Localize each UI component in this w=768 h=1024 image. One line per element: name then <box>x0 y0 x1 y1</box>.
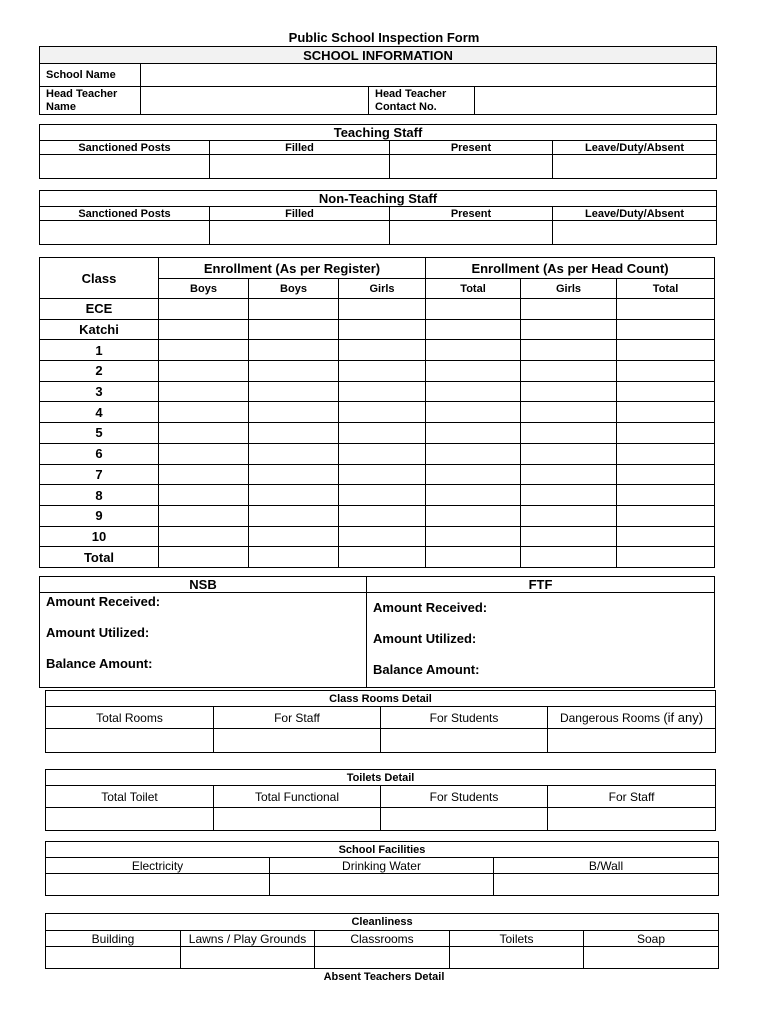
soap-field[interactable] <box>584 947 719 969</box>
enrollment-row <box>40 319 715 340</box>
enrollment-cell[interactable] <box>617 423 715 444</box>
head-teacher-contact-field[interactable] <box>475 87 717 115</box>
total-functional-header: Total Functional <box>214 786 381 808</box>
head-teacher-name-label: Head Teacher Name <box>40 87 141 115</box>
enrollment-cell[interactable] <box>159 443 249 464</box>
enrollment-cell[interactable] <box>426 361 521 382</box>
enrollment-cell[interactable] <box>521 423 617 444</box>
enrollment-cell[interactable] <box>426 340 521 361</box>
toilets-for-staff-header: For Staff <box>548 786 716 808</box>
non-teaching-sanctioned-field[interactable] <box>40 221 210 245</box>
enrollment-cell[interactable] <box>159 505 249 526</box>
enrollment-row <box>40 381 715 402</box>
enrollment-cell[interactable] <box>249 547 339 568</box>
funds-table <box>39 576 715 688</box>
enrollment-cell[interactable] <box>426 505 521 526</box>
non-teaching-present-field[interactable] <box>390 221 553 245</box>
enrollment-cell[interactable] <box>426 485 521 506</box>
enrollment-cell[interactable] <box>521 505 617 526</box>
enrollment-cell[interactable] <box>521 340 617 361</box>
enrollment-cell[interactable] <box>617 381 715 402</box>
non-teaching-staff-table <box>39 190 717 245</box>
classrooms-header: Classrooms <box>315 931 450 947</box>
rooms-for-staff-header: For Staff <box>214 707 381 729</box>
enrollment-cell[interactable] <box>249 526 339 547</box>
enrollment-row <box>40 299 715 320</box>
total-toilet-header: Total Toilet <box>46 786 214 808</box>
headcount-total-header: Total <box>426 279 521 299</box>
enrollment-cell[interactable] <box>159 381 249 402</box>
enrollment-cell[interactable] <box>159 423 249 444</box>
teaching-present-header: Present <box>390 141 553 155</box>
school-information-heading: SCHOOL INFORMATION <box>40 47 717 64</box>
total-rooms-header: Total Rooms <box>46 707 214 729</box>
school-facilities-table <box>45 841 719 896</box>
enrollment-cell[interactable] <box>159 319 249 340</box>
enrollment-cell[interactable] <box>159 464 249 485</box>
enrollment-cell[interactable] <box>249 505 339 526</box>
ftf-heading: FTF <box>367 577 715 593</box>
boundary-wall-header: B/Wall <box>494 858 719 874</box>
enrollment-row <box>40 547 715 568</box>
enrollment-cell[interactable] <box>617 402 715 423</box>
enrollment-cell[interactable] <box>339 547 426 568</box>
class-label: 7 <box>40 464 159 485</box>
enrollment-cell[interactable] <box>339 319 426 340</box>
enrollment-cell[interactable] <box>339 464 426 485</box>
enrollment-cell[interactable] <box>617 299 715 320</box>
enrollment-cell[interactable] <box>249 381 339 402</box>
school-name-field[interactable] <box>141 64 717 87</box>
enrollment-cell[interactable] <box>521 464 617 485</box>
head-teacher-contact-label: Head Teacher Contact No. <box>369 87 475 115</box>
enrollment-cell[interactable] <box>426 402 521 423</box>
nsb-heading: NSB <box>40 577 367 593</box>
boundary-wall-field[interactable] <box>494 874 719 896</box>
class-label: 3 <box>40 381 159 402</box>
class-label: 6 <box>40 443 159 464</box>
enrollment-cell[interactable] <box>249 402 339 423</box>
enrollment-cell[interactable] <box>249 423 339 444</box>
enrollment-headcount-heading: Enrollment (As per Head Count) <box>426 258 715 279</box>
enrollment-row <box>40 505 715 526</box>
total-functional-field[interactable] <box>214 808 381 831</box>
enrollment-table <box>39 257 715 568</box>
enrollment-row <box>40 423 715 444</box>
rooms-for-students-field[interactable] <box>381 729 548 753</box>
drinking-water-field[interactable] <box>270 874 494 896</box>
non-teaching-filled-field[interactable] <box>210 221 390 245</box>
ftf-amount-received: Amount Received: <box>373 600 488 615</box>
absent-teachers-heading: Absent Teachers Detail <box>323 971 445 983</box>
enrollment-cell[interactable] <box>521 547 617 568</box>
class-rooms-table <box>45 690 716 753</box>
building-field[interactable] <box>46 947 181 969</box>
classrooms-field[interactable] <box>315 947 450 969</box>
ftf-balance-amount: Balance Amount: <box>373 662 480 677</box>
enrollment-cell[interactable] <box>617 361 715 382</box>
class-label: 8 <box>40 485 159 506</box>
enrollment-cell[interactable] <box>426 319 521 340</box>
enrollment-cell[interactable] <box>339 485 426 506</box>
register-boys-2-header: Boys <box>249 279 339 299</box>
teaching-sanctioned-field[interactable] <box>40 155 210 179</box>
enrollment-cell[interactable] <box>159 361 249 382</box>
teaching-sanctioned-header: Sanctioned Posts <box>40 141 210 155</box>
electricity-header: Electricity <box>46 858 270 874</box>
nsb-balance-amount: Balance Amount: <box>46 656 153 671</box>
enrollment-row <box>40 485 715 506</box>
non-teaching-filled-header: Filled <box>210 207 390 221</box>
clean-toilets-header: Toilets <box>450 931 584 947</box>
toilets-for-students-header: For Students <box>381 786 548 808</box>
teaching-leave-field[interactable] <box>553 155 717 179</box>
rooms-for-students-header: For Students <box>381 707 548 729</box>
lawns-header: Lawns / Play Grounds <box>181 931 315 947</box>
enrollment-cell[interactable] <box>426 547 521 568</box>
enrollment-cell[interactable] <box>249 340 339 361</box>
enrollment-row <box>40 361 715 382</box>
class-label: 5 <box>40 423 159 444</box>
enrollment-cell[interactable] <box>249 443 339 464</box>
class-label: 9 <box>40 505 159 526</box>
class-label: Katchi <box>40 319 159 340</box>
school-information-table <box>39 46 717 115</box>
enrollment-cell[interactable] <box>339 423 426 444</box>
toilets-heading: Toilets Detail <box>46 770 716 786</box>
cleanliness-table <box>45 913 719 969</box>
enrollment-cell[interactable] <box>521 299 617 320</box>
enrollment-cell[interactable] <box>159 526 249 547</box>
enrollment-cell[interactable] <box>617 443 715 464</box>
enrollment-row <box>40 402 715 423</box>
register-boys-header: Boys <box>159 279 249 299</box>
enrollment-cell[interactable] <box>426 526 521 547</box>
class-label: 2 <box>40 361 159 382</box>
enrollment-cell[interactable] <box>249 485 339 506</box>
form-title: Public School Inspection Form <box>288 30 480 45</box>
enrollment-cell[interactable] <box>426 464 521 485</box>
enrollment-cell[interactable] <box>339 443 426 464</box>
class-label: Total <box>40 547 159 568</box>
school-name-label: School Name <box>40 64 141 87</box>
teaching-filled-field[interactable] <box>210 155 390 179</box>
enrollment-cell[interactable] <box>521 443 617 464</box>
dangerous-rooms-header: Dangerous Rooms (if any) <box>548 707 716 729</box>
clean-toilets-field[interactable] <box>450 947 584 969</box>
rooms-for-staff-field[interactable] <box>214 729 381 753</box>
enrollment-cell[interactable] <box>426 443 521 464</box>
enrollment-cell[interactable] <box>159 547 249 568</box>
enrollment-row <box>40 464 715 485</box>
non-teaching-sanctioned-header: Sanctioned Posts <box>40 207 210 221</box>
non-teaching-leave-header: Leave/Duty/Absent <box>553 207 717 221</box>
non-teaching-leave-field[interactable] <box>553 221 717 245</box>
enrollment-register-heading: Enrollment (As per Register) <box>159 258 426 279</box>
soap-header: Soap <box>584 931 719 947</box>
head-teacher-name-field[interactable] <box>141 87 369 115</box>
headcount-girls-header: Girls <box>521 279 617 299</box>
enrollment-cell[interactable] <box>339 340 426 361</box>
class-label: 10 <box>40 526 159 547</box>
enrollment-cell[interactable] <box>339 505 426 526</box>
cleanliness-heading: Cleanliness <box>46 914 719 931</box>
enrollment-cell[interactable] <box>617 505 715 526</box>
enrollment-cell[interactable] <box>617 464 715 485</box>
enrollment-cell[interactable] <box>249 464 339 485</box>
nsb-amount-utilized: Amount Utilized: <box>46 625 150 640</box>
enrollment-cell[interactable] <box>159 340 249 361</box>
teaching-staff-heading: Teaching Staff <box>40 125 717 141</box>
non-teaching-staff-heading: Non-Teaching Staff <box>40 191 717 207</box>
enrollment-cell[interactable] <box>521 485 617 506</box>
drinking-water-header: Drinking Water <box>270 858 494 874</box>
ftf-panel <box>367 593 715 688</box>
teaching-present-field[interactable] <box>390 155 553 179</box>
enrollment-cell[interactable] <box>521 381 617 402</box>
enrollment-cell[interactable] <box>426 423 521 444</box>
headcount-total-2-header: Total <box>617 279 715 299</box>
non-teaching-present-header: Present <box>390 207 553 221</box>
class-header: Class <box>40 258 159 299</box>
enrollment-cell[interactable] <box>426 381 521 402</box>
enrollment-cell[interactable] <box>339 361 426 382</box>
ftf-amount-utilized: Amount Utilized: <box>373 631 477 646</box>
toilets-table <box>45 769 716 831</box>
school-facilities-heading: School Facilities <box>46 842 719 858</box>
enrollment-cell[interactable] <box>617 340 715 361</box>
enrollment-cell[interactable] <box>159 485 249 506</box>
electricity-field[interactable] <box>46 874 270 896</box>
enrollment-cell[interactable] <box>521 402 617 423</box>
building-header: Building <box>46 931 181 947</box>
total-rooms-field[interactable] <box>46 729 214 753</box>
nsb-panel <box>40 593 367 688</box>
register-girls-header: Girls <box>339 279 426 299</box>
enrollment-cell[interactable] <box>521 319 617 340</box>
class-label: 1 <box>40 340 159 361</box>
enrollment-cell[interactable] <box>521 361 617 382</box>
enrollment-cell[interactable] <box>426 299 521 320</box>
total-toilet-field[interactable] <box>46 808 214 831</box>
dangerous-rooms-field[interactable] <box>548 729 716 753</box>
enrollment-cell[interactable] <box>339 526 426 547</box>
teaching-leave-header: Leave/Duty/Absent <box>553 141 717 155</box>
enrollment-cell[interactable] <box>339 381 426 402</box>
enrollment-cell[interactable] <box>249 299 339 320</box>
enrollment-row <box>40 340 715 361</box>
enrollment-cell[interactable] <box>617 547 715 568</box>
enrollment-cell[interactable] <box>339 402 426 423</box>
enrollment-row <box>40 526 715 547</box>
class-rooms-heading: Class Rooms Detail <box>46 691 716 707</box>
enrollment-cell[interactable] <box>159 402 249 423</box>
enrollment-cell[interactable] <box>521 526 617 547</box>
teaching-filled-header: Filled <box>210 141 390 155</box>
toilets-for-students-field[interactable] <box>381 808 548 831</box>
enrollment-cell[interactable] <box>249 361 339 382</box>
toilets-for-staff-field[interactable] <box>548 808 716 831</box>
enrollment-cell[interactable] <box>249 319 339 340</box>
teaching-staff-table <box>39 124 717 179</box>
enrollment-cell[interactable] <box>339 299 426 320</box>
class-label: ECE <box>40 299 159 320</box>
enrollment-row <box>40 443 715 464</box>
enrollment-cell[interactable] <box>159 299 249 320</box>
enrollment-cell[interactable] <box>617 319 715 340</box>
enrollment-cell[interactable] <box>617 485 715 506</box>
class-label: 4 <box>40 402 159 423</box>
nsb-amount-received: Amount Received: <box>46 594 161 609</box>
lawns-field[interactable] <box>181 947 315 969</box>
enrollment-cell[interactable] <box>617 526 715 547</box>
